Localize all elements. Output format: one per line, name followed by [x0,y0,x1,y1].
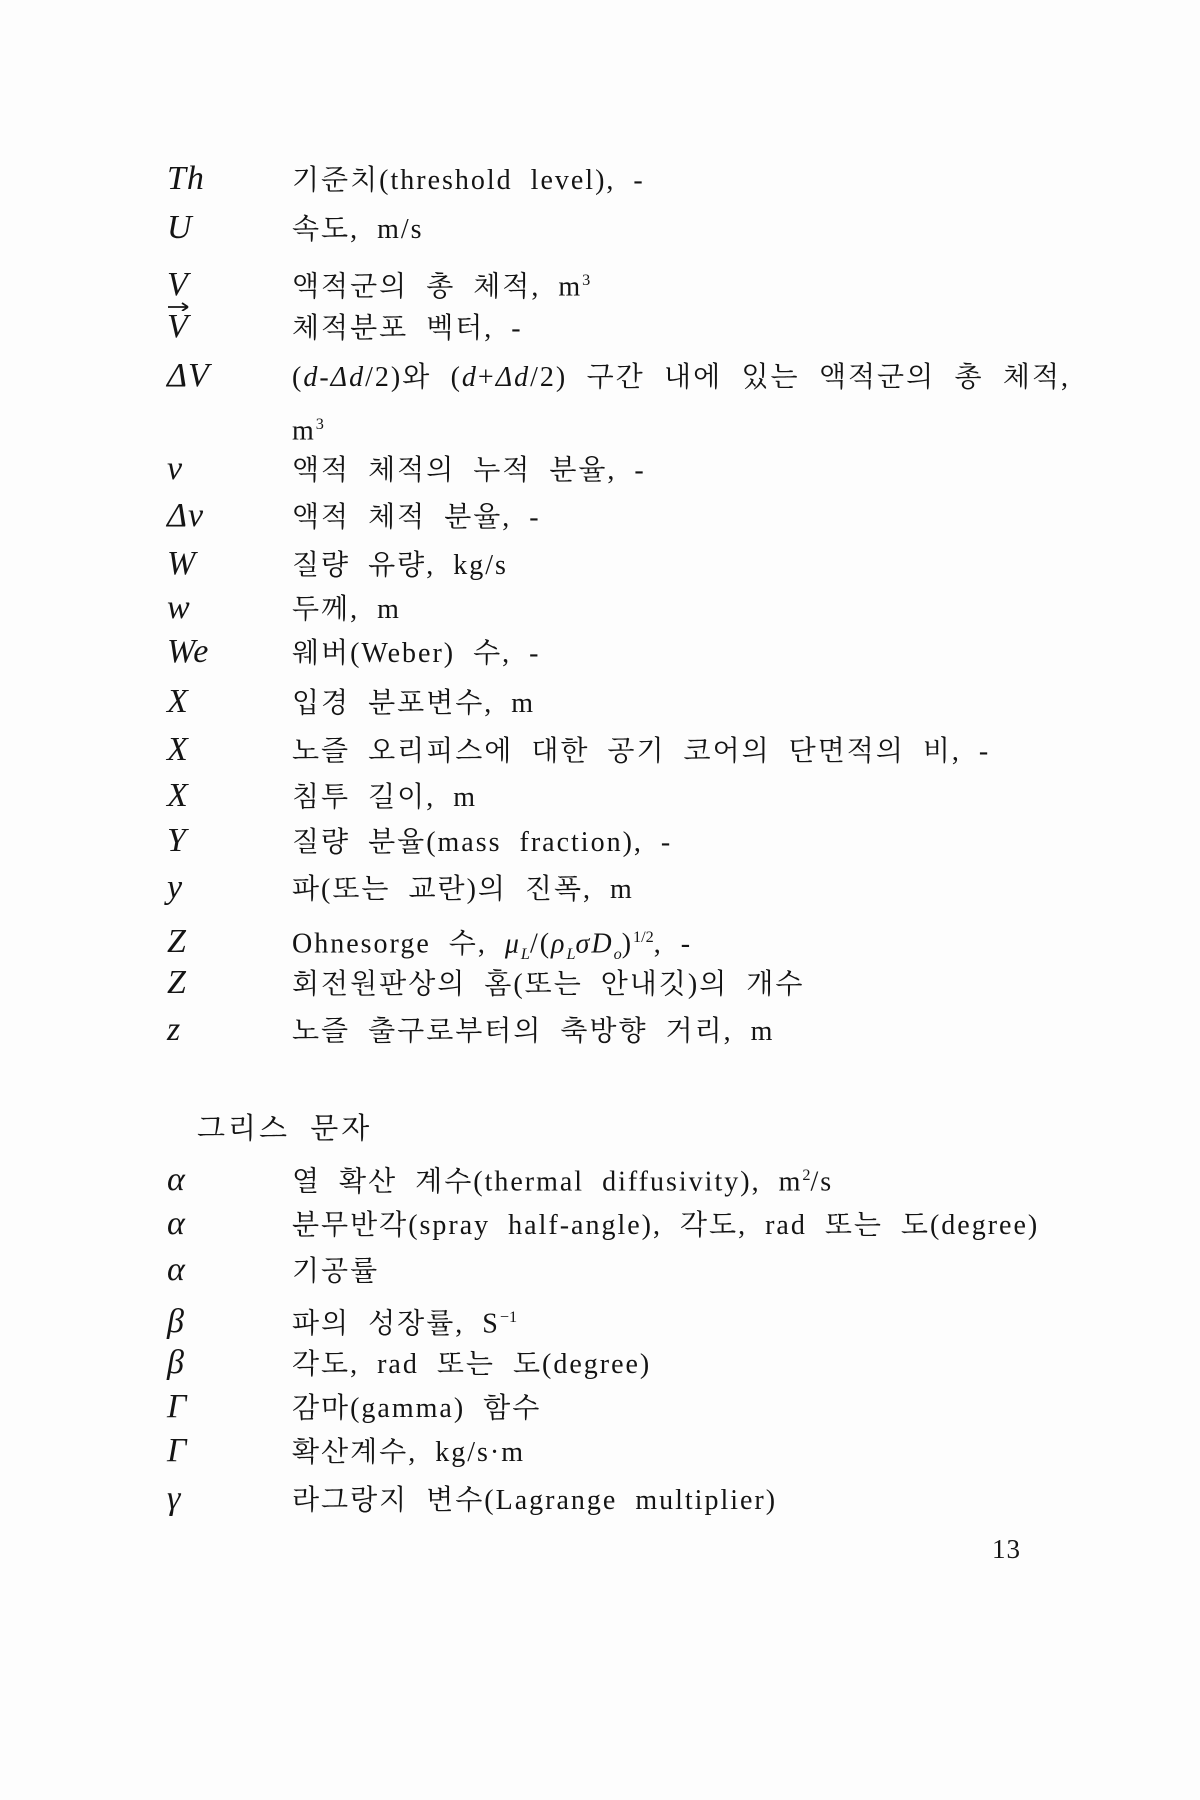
symbol: Z [167,964,187,1001]
symbol: y [167,869,184,906]
symbol: Y [167,822,187,859]
nomenclature-row [167,1155,833,1202]
symbol: Z [167,923,187,961]
symbol-description: 감마(gamma) 함수 [292,1393,542,1424]
symbol: X [167,777,189,814]
nomenclature-row [167,683,535,724]
symbol-description: 노즐 오리피스에 대한 공기 코어의 단면적의 비, - [292,736,991,767]
nomenclature-row [167,354,1070,454]
symbol: w [167,589,191,626]
symbol-letter: V [167,308,189,345]
symbol: U [167,209,193,246]
symbol-description: 액적 체적의 누적 분율, - [292,455,646,486]
symbol-description: 라그랑지 변수(Lagrange multiplier) [292,1485,778,1516]
symbol-description: 두께, m [292,594,401,625]
nomenclature-row [167,545,508,586]
nomenclature-row [167,1480,777,1521]
symbol-description: 파의 성장률, $S^{-1}$ [292,1308,518,1340]
symbol: V [167,266,189,304]
nomenclature-row [167,497,541,538]
nomenclature-row [167,822,672,863]
symbol-description: 기공률 [292,1256,380,1287]
symbol: X [167,731,189,768]
symbol: W [167,545,197,582]
symbol-description: (d-Δd/2)와 (d+Δd/2) 구간 내에 있는 액적군의 총 체적, $m^3$ [292,362,1070,447]
symbol-description: 액적군의 총 체적, $m^3$ [292,271,591,303]
nomenclature-row [167,1297,517,1344]
nomenclature-row [167,160,645,201]
symbol: Γ [167,1388,188,1425]
symbol [167,308,292,346]
nomenclature-row [167,869,634,910]
nomenclature-row [167,1011,774,1052]
nomenclature-row [167,209,424,250]
nomenclature-row [167,1344,651,1385]
symbol: X [167,683,189,720]
nomenclature-row [167,777,477,818]
nomenclature-row [167,1251,379,1292]
symbol: Δv [167,497,205,534]
symbol: z [167,1011,182,1048]
symbol-description: 입경 분포변수, m [292,688,536,719]
symbol: Th [167,160,205,197]
symbol: Γ [167,1432,188,1469]
symbol: β [167,1303,185,1341]
vector-arrow-icon [167,301,193,311]
symbol-description: 노즐 출구로부터의 축방향 거리, m [292,1016,775,1047]
nomenclature-row [167,1205,1039,1246]
symbol-description: Ohnesorge 수, $\mu_L/(\rho_L\sigma D_o)^{1/2}$, - [292,928,693,963]
nomenclature-row [167,450,646,491]
symbol: α [167,1161,186,1199]
nomenclature-row [167,260,590,307]
symbol: ΔV [167,357,210,394]
symbol-description: 체적분포 벡터, - [292,313,523,344]
nomenclature-row [167,731,990,772]
symbol-description: 열 확산 계수(thermal diffusivity), $m^2/s$ [292,1166,834,1198]
symbol: γ [167,1480,182,1517]
symbol-description: 액적 체적 분율, - [292,502,541,533]
symbol: We [167,633,210,670]
nomenclature-row [167,964,804,1005]
symbol-description: 분무반각(spray half-angle), 각도, rad 또는 도(degree) [292,1210,1040,1241]
symbol-description: 회전원판상의 홈(또는 안내깃)의 개수 [292,969,805,1000]
nomenclature-row [167,308,523,349]
symbol-description: 속도, m/s [292,214,424,245]
nomenclature-row [167,1388,541,1429]
symbol-description: 각도, rad 또는 도(degree) [292,1349,652,1380]
symbol: α [167,1205,186,1242]
symbol: β [167,1344,185,1381]
symbol-description: 침투 길이, m [292,782,477,813]
symbol-description: 기준치(threshold level), - [292,165,645,196]
nomenclature-row [167,633,540,674]
symbol-description: 웨버(Weber) 수, - [292,638,541,669]
symbol-description: 질량 분율(mass fraction), - [292,827,673,858]
symbol-description: 확산계수, kg/s·m [292,1437,525,1468]
symbol-description: 파(또는 교란)의 진폭, m [292,874,634,905]
symbol: v [167,450,184,487]
greek-section-header: 그리스 문자 [197,1113,373,1145]
nomenclature-row [167,1432,525,1473]
nomenclature-row [167,589,401,630]
symbol: α [167,1251,186,1288]
page-number: 13 [992,1534,1021,1564]
symbol-description: 질량 유량, kg/s [292,550,508,581]
